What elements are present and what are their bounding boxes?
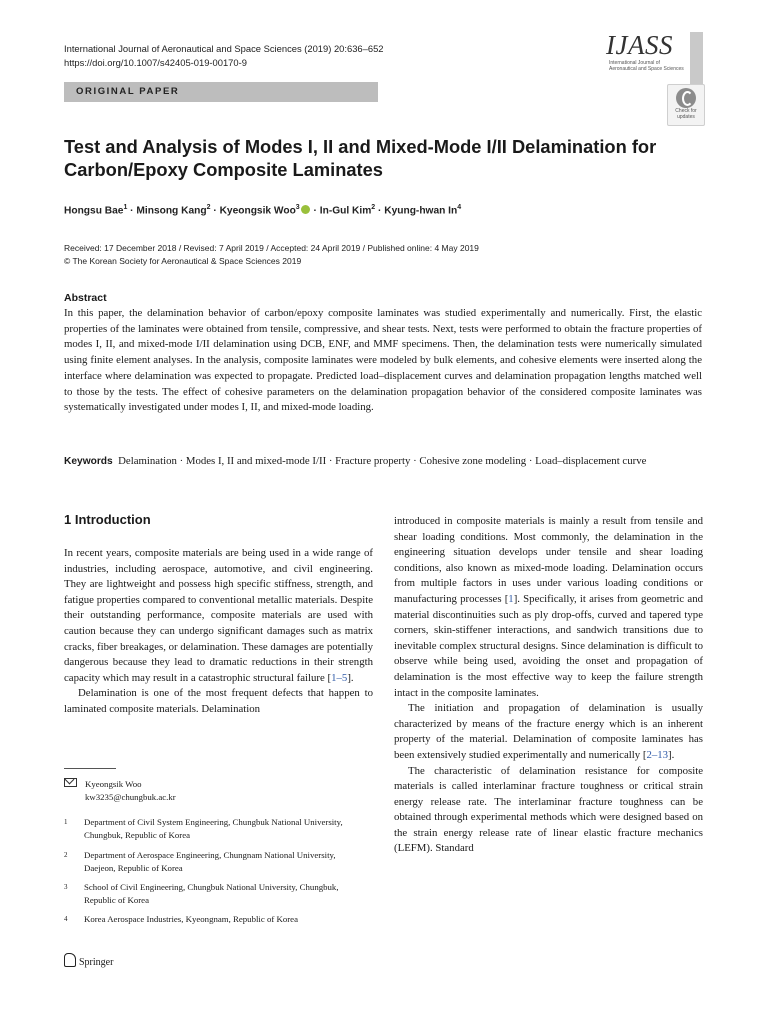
check-updates-label-1: Check for: [675, 108, 697, 114]
check-for-updates-badge[interactable]: [667, 84, 705, 126]
paper-title: Test and Analysis of Modes I, II and Mixed-Mode I/II Delamination for Carbon/Epoxy Composite Laminates: [64, 136, 657, 180]
keywords-label: Keywords: [64, 456, 113, 467]
affiliation: [64, 816, 364, 841]
paragraph-text: The initiation and propagation of delamination is usually characterized by means of the fracture energy which is an inherent property of the material. Delamination of composite laminates has been extensively studied experimentally and numerically [: [394, 702, 703, 761]
affiliation: [64, 881, 364, 906]
doi-link[interactable]: https://doi.org/10.1007/s42405-019-00170-9: [64, 57, 247, 68]
publisher-footer: [64, 953, 113, 968]
affiliation-number: 2: [64, 851, 68, 859]
springer-logo-icon: [64, 953, 76, 967]
logo-subtitle: International Journal of Aeronautical and Space Sciences: [609, 60, 684, 72]
affiliation: [64, 849, 364, 874]
paragraph-text: ]. Specifically, it arises from geometric and material discontinuities such as ply drop-offs, curved and tapered type corners, skin-stiffener interactions, and sandwich transitions due to inevitable complex structural designs. Since delamination is difficult to observe while being used, avoiding the onset and propagation of delamination is the most effective way to keep the failure strength intact in the composite laminates.: [394, 592, 703, 699]
author-separator: ·: [375, 205, 385, 217]
author-affiliation-mark: 1: [123, 204, 128, 211]
paragraph: [64, 546, 373, 686]
corresponding-name: Kyeongsik Woo: [85, 779, 142, 789]
paragraph-text: introduced in composite materials is mainly a result from tensile and shear loading conditions. Most commonly, the delamination in the engineering situation develops under tensile and shear loading conditions, also known as mixed-mode loading. Delamination occurs from multiple factors in uses under various loading conditions or manufacturing processes [: [394, 515, 703, 605]
orcid-icon[interactable]: [301, 205, 310, 214]
dates-line: Received: 17 December 2018 / Revised: 7 April 2019 / Accepted: 24 April 2019 / Published online: 4 May 2019: [64, 243, 479, 253]
author-name: In-Gul Kim: [319, 205, 372, 217]
corresponding-author: [64, 778, 176, 803]
column-left: [64, 546, 373, 718]
paragraph-text: ].: [668, 748, 675, 761]
affiliation-text: Korea Aerospace Industries, Kyeongnam, Republic of Korea: [84, 914, 298, 924]
paragraph-text: In recent years, composite materials are being used in a wide range of industries, including aerospace, automotive, and civil engineering. They are lightweight and possess high specific stiffness, strength, and fatigue properties compared to conventional metallic materials. Despite their outstanding performance, composite materials are used with caution because they can undergo significant damages such as matrix cracks, fiber breakages, or delamination. These damages are potentially dangerous because they lead to dramatic reductions in their strength capacity which may result in a catastrophic structural failure [: [64, 547, 373, 684]
column-right: [394, 514, 703, 857]
envelope-icon: [64, 778, 77, 787]
journal-header: [64, 42, 384, 70]
affiliation-number: 1: [64, 818, 68, 826]
author-name: Kyeongsik Woo: [219, 205, 296, 217]
affiliation-number: 3: [64, 883, 68, 891]
journal-logo: [606, 30, 690, 76]
keywords: [64, 454, 702, 470]
author-affiliation-mark: 4: [457, 204, 462, 211]
author-affiliation-mark: 2: [371, 204, 376, 211]
corresponding-email[interactable]: kw3235@chungbuk.ac.kr: [85, 791, 176, 802]
citation-link[interactable]: 1: [508, 592, 514, 605]
section-heading: 1 Introduction: [64, 512, 151, 527]
copyright-line: © The Korean Society for Aeronautical & Space Sciences 2019: [64, 255, 302, 266]
paragraph: [394, 701, 703, 763]
keywords-text: Delamination · Modes I, II and mixed-mode I/II · Fracture property · Cohesive zone modeling · Load–displacement curve: [118, 455, 647, 467]
footnote-divider: [64, 768, 116, 769]
logo-text: IJASS: [606, 30, 673, 60]
paragraph: Delamination is one of the most frequent defects that happen to laminated composite materials. Delamination: [64, 687, 373, 715]
author-list: [64, 204, 461, 216]
abstract-heading: Abstract: [64, 292, 107, 304]
paragraph: The characteristic of delamination resistance for composite materials is called interlaminar fracture toughness or critical strain energy release rate. The interlaminar fracture toughness can be obtained through experimental methods which were designed based on the strain energy release rate of linear elastic fracture mechanics (LEFM). Standard: [394, 764, 703, 855]
author-separator: ·: [310, 205, 320, 217]
journal-citation: International Journal of Aeronautical and Space Sciences (2019) 20:636–652: [64, 43, 384, 54]
author-separator: ·: [210, 205, 220, 217]
author-name: Hongsu Bae: [64, 205, 124, 217]
article-type-band: [64, 82, 378, 102]
check-updates-icon: [676, 88, 696, 108]
paragraph: [394, 514, 703, 701]
author-affiliation-mark: 2: [206, 204, 211, 211]
affiliation-text: School of Civil Engineering, Chungbuk National University, Chungbuk, Republic of Korea: [84, 882, 339, 905]
affiliation-text: Department of Civil System Engineering, Chungbuk National University, Chungbuk, Republic of Korea: [84, 817, 343, 840]
affiliation-text: Department of Aerospace Engineering, Chungnam National University, Daejeon, Republic of Korea: [84, 850, 336, 873]
abstract-text: In this paper, the delamination behavior of carbon/epoxy composite laminates was studied experimentally and numerically. First, the elastic properties of the laminates were obtained from tensile, compressive, and shear tests. Next, tests were performed to obtain the fracture properties of modes I, II, and mixed-mode I/II delamination using DCB, ENF, and MMF specimens. Then, the delamination tests were numerically simulated using finite element analyses. In the analysis, composite laminates were modeled by bulk elements, and cohesive elements were inserted along the interface where delamination was expected to propagate. Predicted load–displacement curves and delamination propagation lengths matched well to those by the tests. The effect of cohesive parameters on the delamination propagation behavior of the considered composite laminates was systematically investigated under modes I, II, and mixed-mode loading.: [64, 307, 702, 414]
author-separator: ·: [127, 205, 137, 217]
affiliation-number: 4: [64, 915, 68, 923]
paragraph-text: ].: [347, 671, 354, 684]
citation-link[interactable]: 2–13: [646, 748, 669, 761]
publisher-name: Springer: [79, 957, 114, 968]
author-name: Kyung-hwan In: [384, 205, 458, 217]
author-affiliation-mark: 3: [295, 204, 300, 211]
author-name: Minsong Kang: [136, 205, 207, 217]
logo-bar: [690, 32, 703, 86]
publication-history: [64, 242, 479, 267]
check-updates-label-2: updates: [677, 113, 695, 120]
article-type: ORIGINAL PAPER: [76, 86, 180, 97]
affiliation: [64, 913, 364, 926]
citation-link[interactable]: 1–5: [331, 671, 348, 684]
